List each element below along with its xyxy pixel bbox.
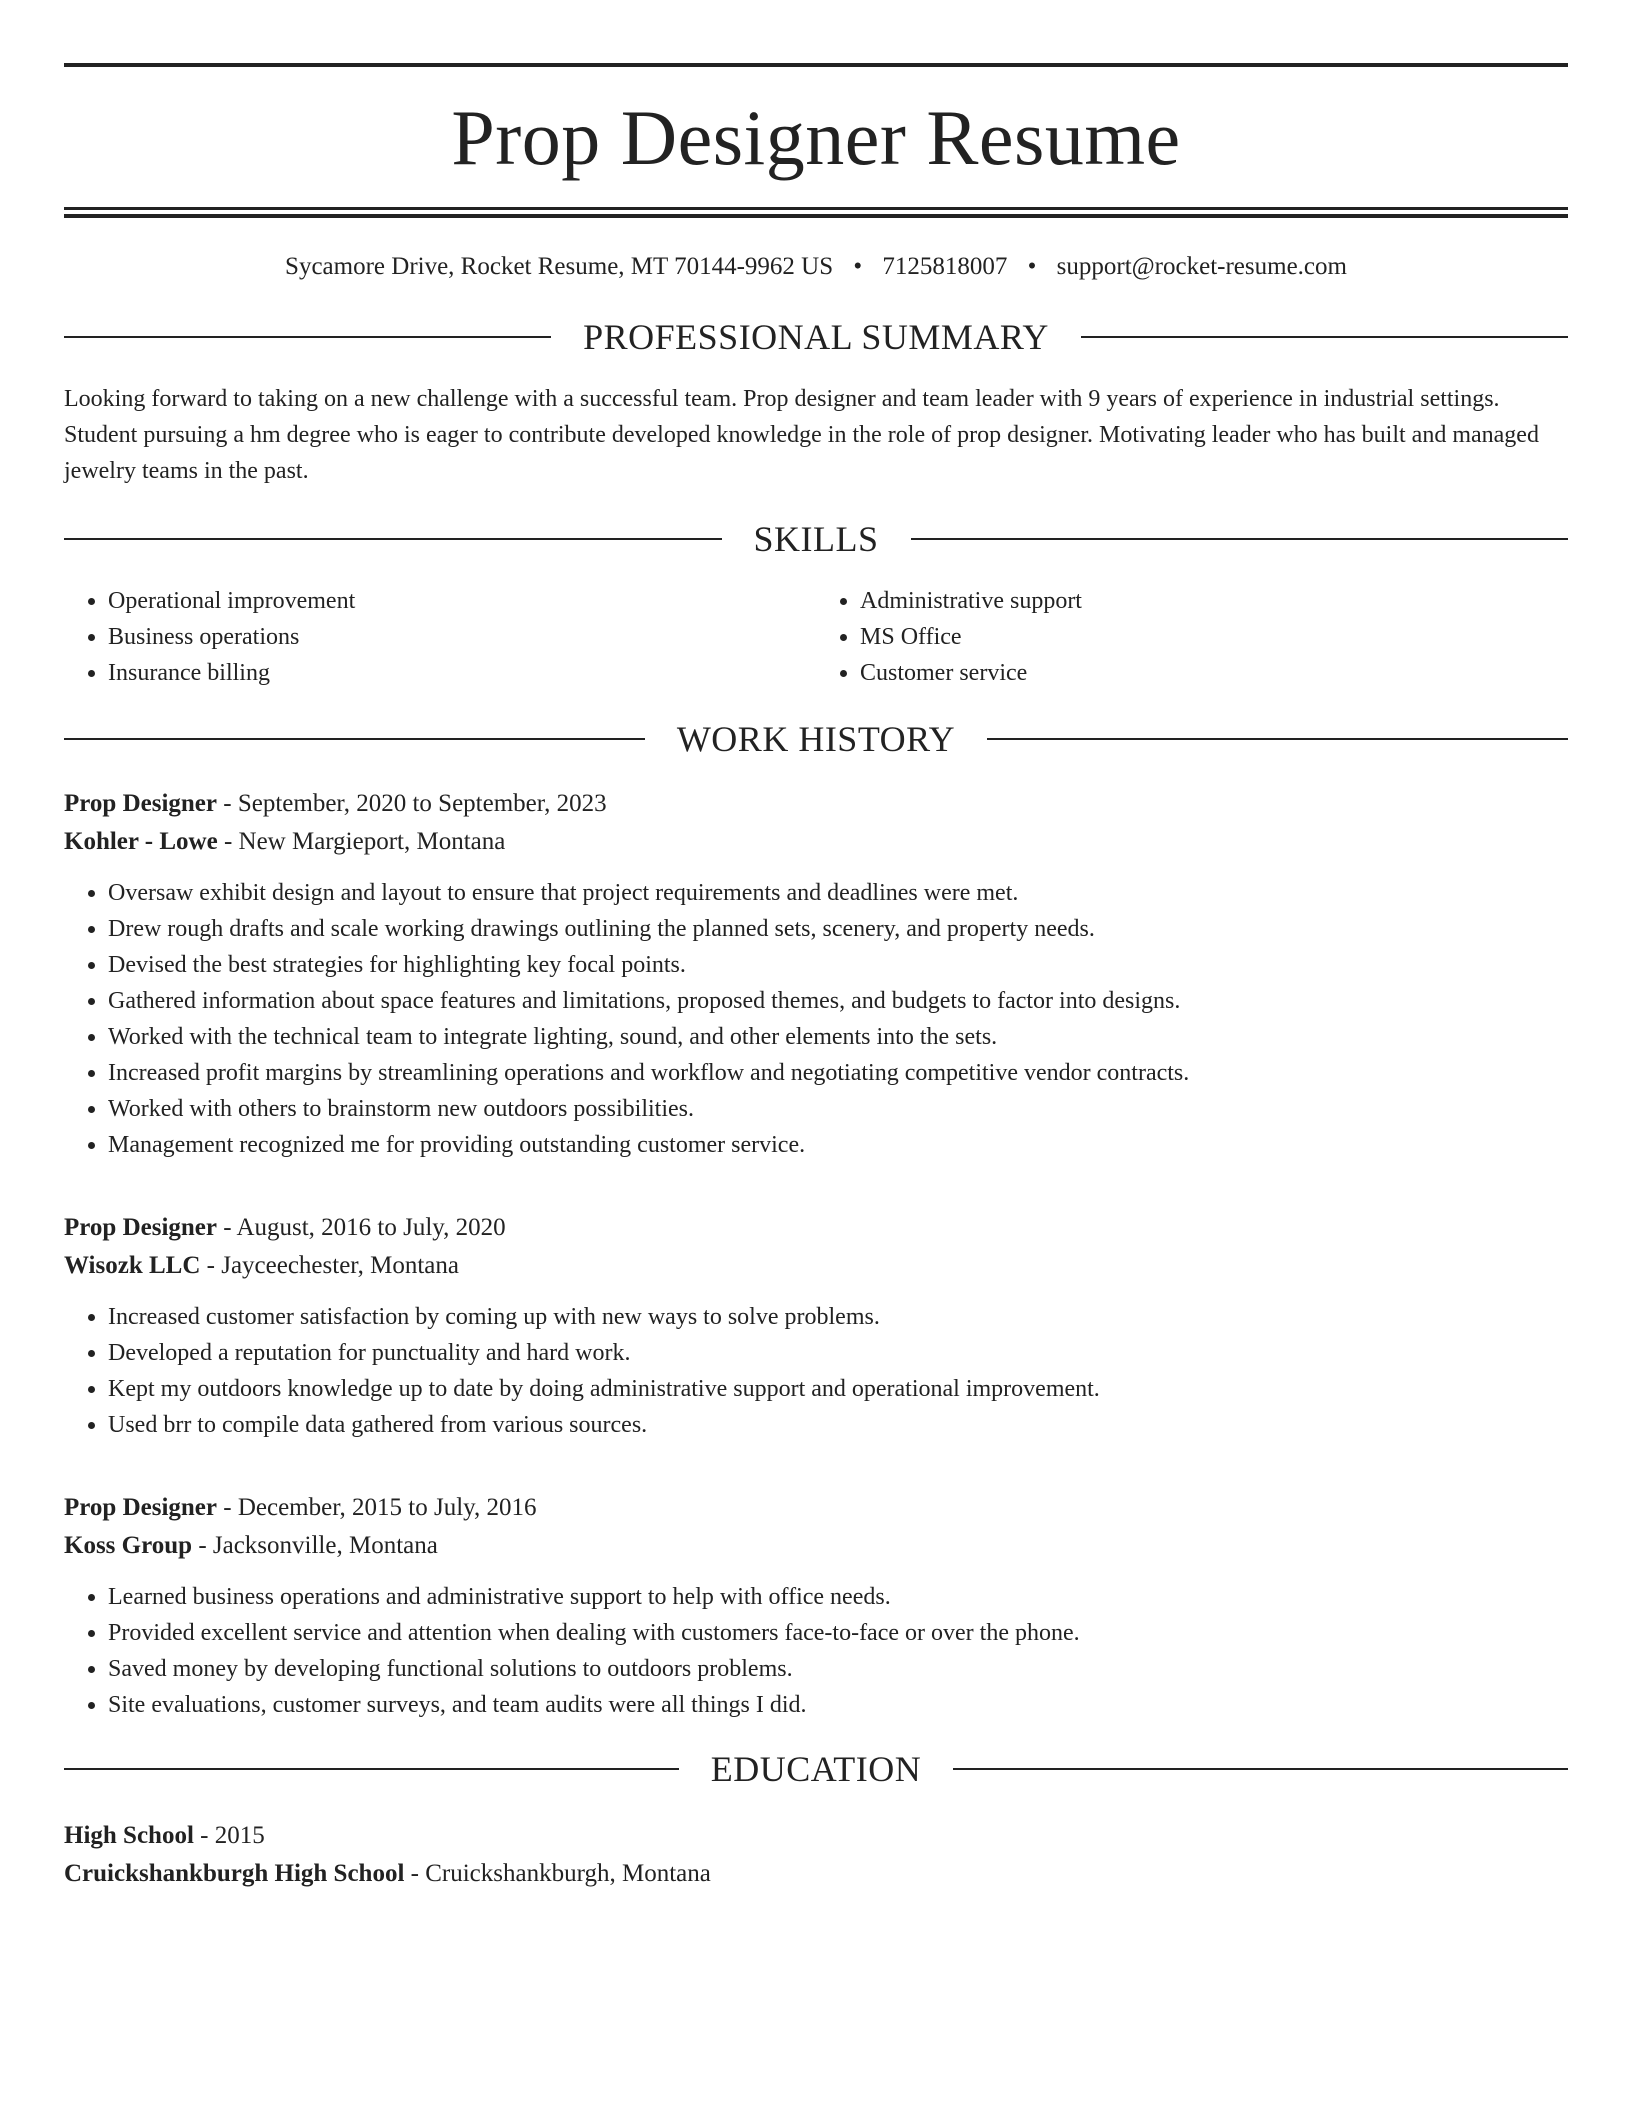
contact-address: Sycamore Drive, Rocket Resume, MT 70144-9962 US — [285, 253, 834, 280]
skill-item: • Business operations — [108, 619, 816, 655]
job-bullet: • Site evaluations, customer surveys, and team audits were all things I did. — [108, 1687, 1568, 1723]
divider — [64, 336, 551, 338]
education-school-line — [64, 1855, 1568, 1893]
skills-list — [64, 583, 1568, 691]
page-title: Prop Designer Resume — [451, 94, 1181, 181]
job-bullet: • Worked with the technical team to integrate lighting, sound, and other elements into the sets. — [108, 1019, 1568, 1055]
job-location: - Jacksonville, Montana — [192, 1532, 438, 1559]
job-entry — [64, 1489, 1568, 1723]
skills-column-right — [816, 583, 1568, 691]
job-bullet: • Used brr to compile data gathered from various sources. — [108, 1407, 1568, 1443]
section-header-skills — [64, 521, 1568, 557]
job-bullets — [64, 1299, 1568, 1443]
job-entry — [64, 1209, 1568, 1443]
job-entry — [64, 785, 1568, 1163]
job-bullet: • Management recognized me for providing outstanding customer service. — [108, 1127, 1568, 1163]
job-dates: - August, 2016 to July, 2020 — [217, 1214, 506, 1241]
education-year: - 2015 — [193, 1822, 265, 1849]
job-dates: - December, 2015 to July, 2016 — [217, 1494, 537, 1521]
divider — [987, 738, 1568, 740]
top-rule — [64, 63, 1568, 67]
job-title-line — [64, 785, 1568, 823]
skill-item: • Insurance billing — [108, 655, 816, 691]
job-company-line — [64, 1527, 1568, 1565]
education-school: Cruickshankburgh High School — [64, 1860, 405, 1887]
skill-item: • MS Office — [860, 619, 1568, 655]
job-bullet: • Developed a reputation for punctuality and hard work. — [108, 1335, 1568, 1371]
job-bullet: • Oversaw exhibit design and layout to ensure that project requirements and deadlines were met. — [108, 875, 1568, 911]
education-location: - Cruickshankburgh, Montana — [404, 1860, 711, 1887]
divider — [953, 1768, 1568, 1770]
job-bullet: • Drew rough drafts and scale working drawings outlining the planned sets, scenery, and property needs. — [108, 911, 1568, 947]
skill-item: • Administrative support — [860, 583, 1568, 619]
contact-line — [64, 254, 1568, 279]
job-title-line — [64, 1209, 1568, 1247]
job-title: Prop Designer — [64, 1494, 217, 1521]
divider — [64, 738, 645, 740]
job-company-line — [64, 1247, 1568, 1285]
education-degree: High School — [64, 1822, 194, 1849]
contact-separator: • — [1027, 253, 1037, 280]
section-header-education — [64, 1751, 1568, 1787]
job-bullets — [64, 875, 1568, 1163]
job-bullet: • Provided excellent service and attention when dealing with customers face-to-face or over the phone. — [108, 1615, 1568, 1651]
divider — [911, 538, 1569, 540]
job-bullet: • Learned business operations and administrative support to help with office needs. — [108, 1579, 1568, 1615]
section-header-work — [64, 721, 1568, 757]
education-entry — [64, 1817, 1568, 1893]
job-bullet: • Increased profit margins by streamlining operations and workflow and negotiating competitive vendor contracts. — [108, 1055, 1568, 1091]
contact-separator: • — [853, 253, 863, 280]
job-bullet: • Devised the best strategies for highlighting key focal points. — [108, 947, 1568, 983]
job-bullet: • Worked with others to brainstorm new outdoors possibilities. — [108, 1091, 1568, 1127]
skill-item: • Customer service — [860, 655, 1568, 691]
job-bullet: • Kept my outdoors knowledge up to date by doing administrative support and operational improvement. — [108, 1371, 1568, 1407]
job-location: - Jayceechester, Montana — [200, 1252, 459, 1279]
skills-column-left — [64, 583, 816, 691]
divider — [64, 1768, 679, 1770]
job-bullets — [64, 1579, 1568, 1723]
job-company: Koss Group — [64, 1532, 193, 1559]
section-title: PROFESSIONAL SUMMARY — [583, 317, 1049, 357]
job-location: - New Margieport, Montana — [217, 828, 506, 855]
job-title: Prop Designer — [64, 790, 217, 817]
section-title: WORK HISTORY — [676, 719, 956, 759]
job-bullet: • Increased customer satisfaction by coming up with new ways to solve problems. — [108, 1299, 1568, 1335]
job-company: Wisozk LLC — [64, 1252, 201, 1279]
section-title: SKILLS — [753, 519, 879, 559]
skill-item: • Operational improvement — [108, 583, 816, 619]
job-title: Prop Designer — [64, 1214, 217, 1241]
education-degree-line — [64, 1817, 1568, 1855]
job-bullet: • Saved money by developing functional solutions to outdoors problems. — [108, 1651, 1568, 1687]
contact-email: support@rocket-resume.com — [1056, 253, 1347, 280]
title-double-rule — [64, 207, 1568, 218]
divider — [1081, 336, 1568, 338]
section-header-summary — [64, 319, 1568, 355]
contact-phone: 7125818007 — [882, 253, 1008, 280]
section-title: EDUCATION — [710, 1749, 922, 1789]
job-title-line — [64, 1489, 1568, 1527]
job-bullet: • Gathered information about space features and limitations, proposed themes, and budgets to factor into designs. — [108, 983, 1568, 1019]
job-company-line — [64, 823, 1568, 861]
job-company: Kohler - Lowe — [64, 828, 218, 855]
summary-text: Looking forward to taking on a new challenge with a successful team. Prop designer and team leader with 9 years of experience in industrial settings. Student pursuing a hm degree who is eager to contribute developed knowledge in the role of prop designer. Motivating leader who has built and managed jewelry teams in the past. — [64, 386, 1539, 484]
job-dates: - September, 2020 to September, 2023 — [217, 790, 607, 817]
divider — [64, 538, 722, 540]
